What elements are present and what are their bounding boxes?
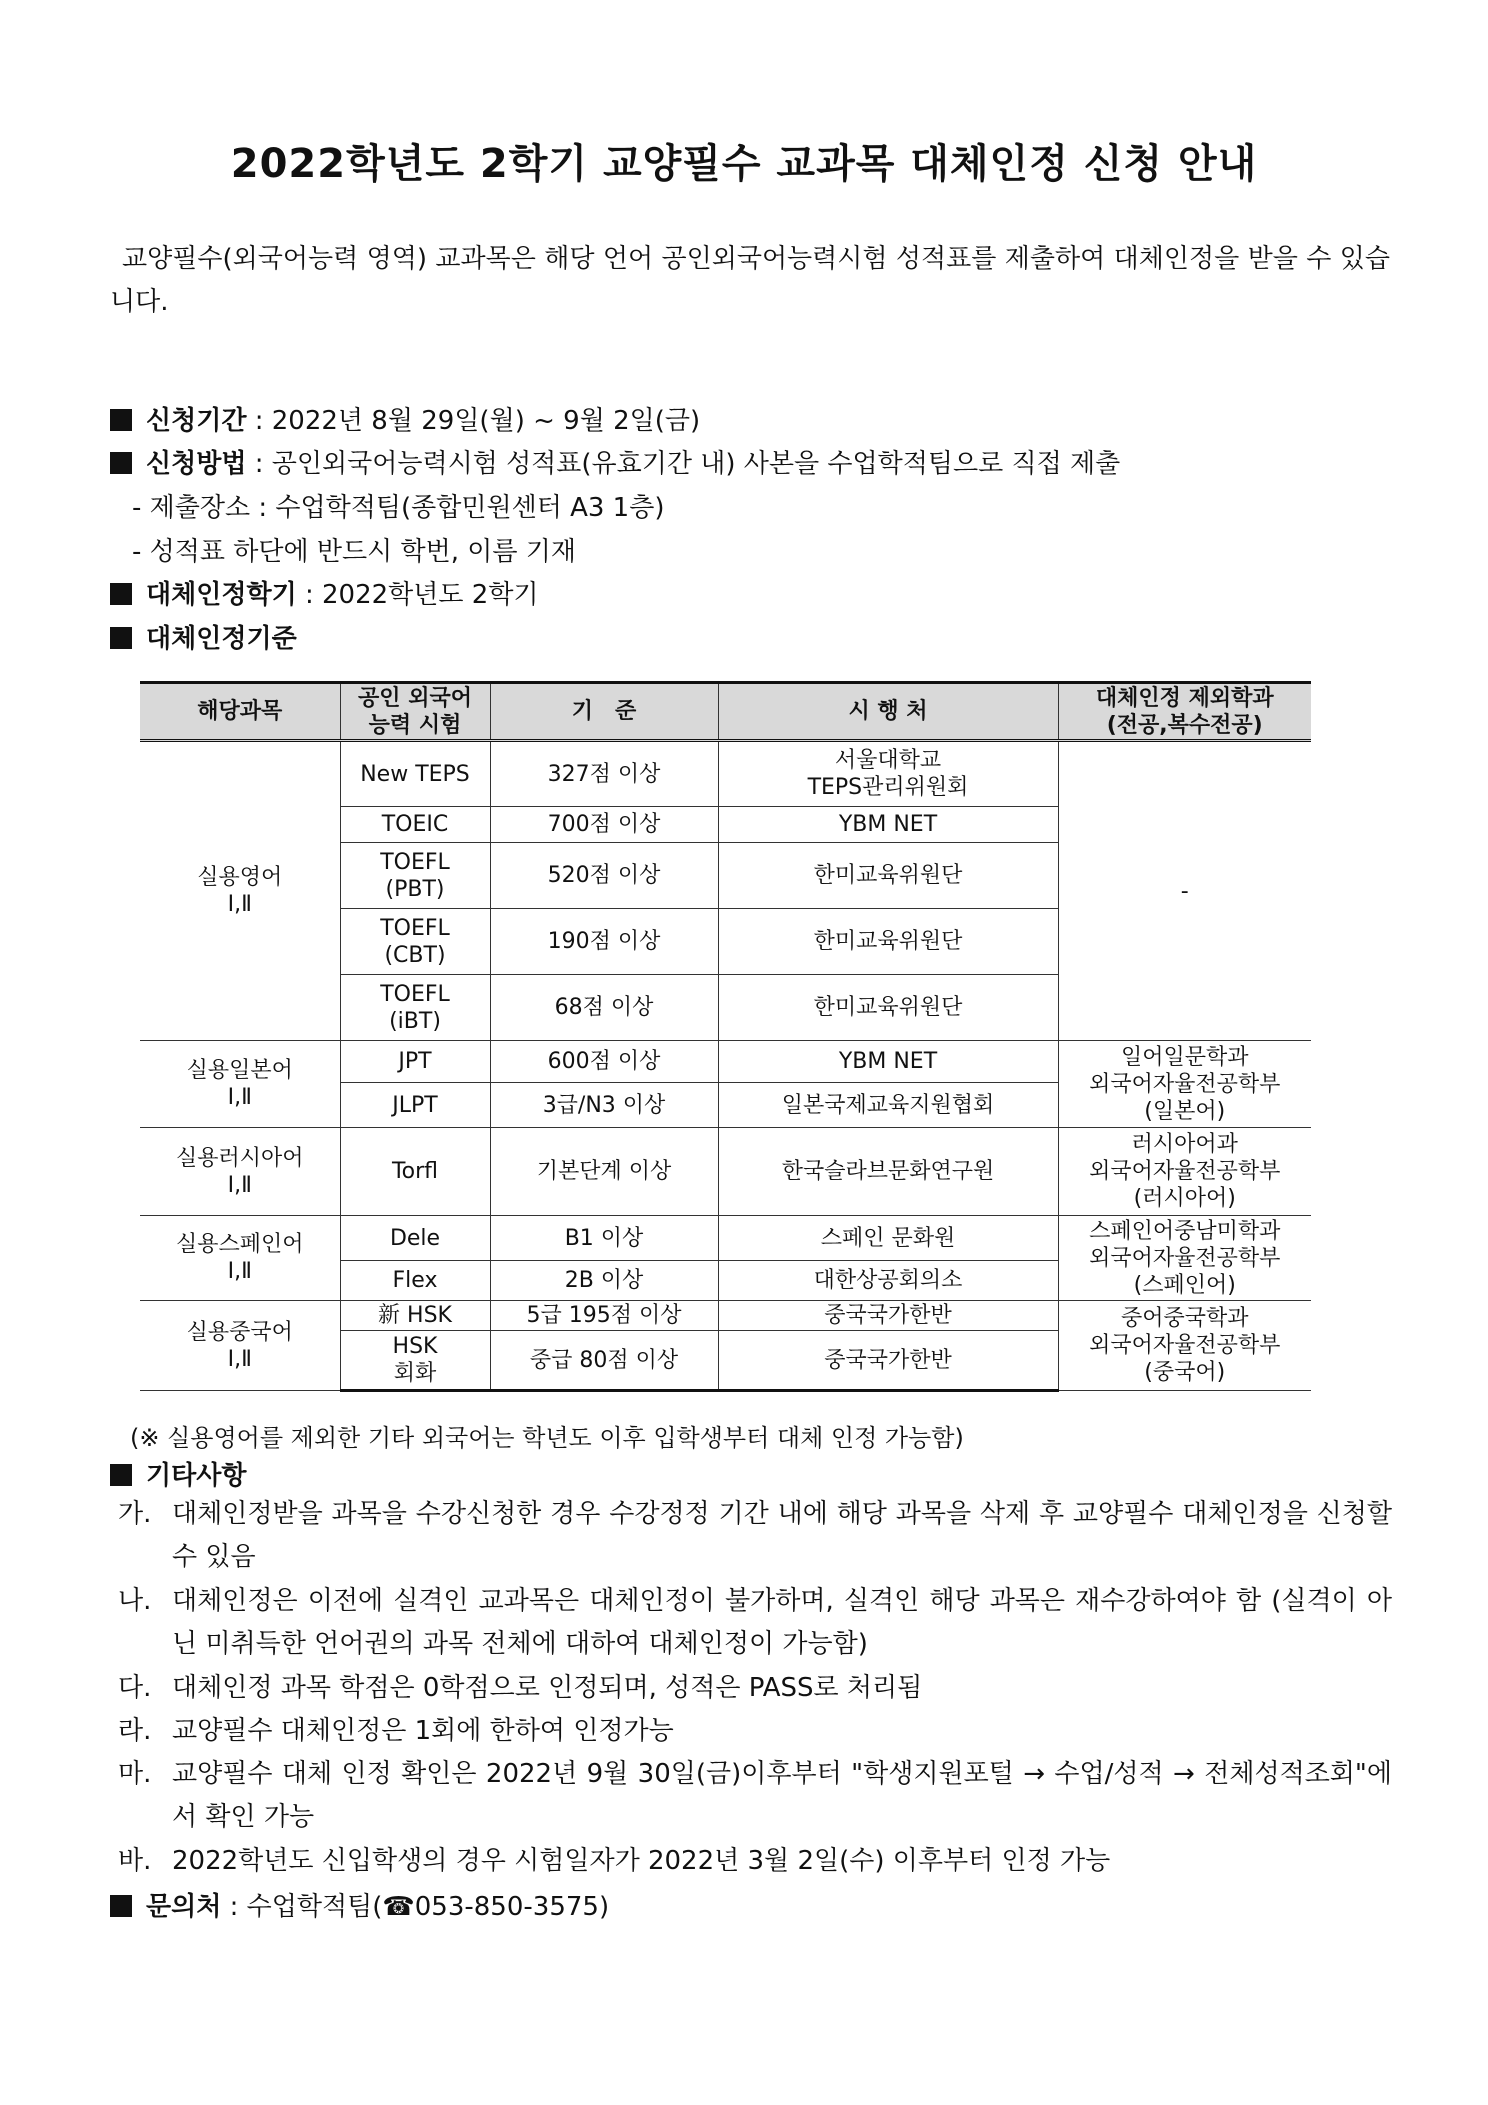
- org-cell: [718, 741, 1058, 807]
- exclude-cell: -: [1058, 741, 1311, 1041]
- subject-text: 실용중국어 Ⅰ,Ⅱ: [186, 1319, 293, 1372]
- subject-text: 실용러시아어 Ⅰ,Ⅱ: [175, 1145, 304, 1198]
- org-cell: 스페인 문화원: [718, 1216, 1058, 1261]
- list-item-text: 대체인정은 이전에 실격인 교과목은 대체인정이 불가하며, 실격인 해당 과목은 재수강하여야 함 (실격이 아닌 미취득한 언어권의 과목 전체에 대하여 대체인정이 가능함): [172, 1586, 1392, 1659]
- criterion-cell: 600점 이상: [490, 1041, 718, 1083]
- subject-text: 실용스페인어 Ⅰ,Ⅱ: [175, 1232, 304, 1284]
- etc-line: [110, 1455, 246, 1492]
- criterion-cell: B1 이상: [490, 1216, 718, 1261]
- test-cell: Dele: [340, 1216, 490, 1261]
- exclude-cell: [1058, 1216, 1311, 1301]
- exclude-cell: [1058, 1128, 1311, 1216]
- criterion-cell: 기본단계 이상: [490, 1128, 718, 1216]
- method-sub-note: - 성적표 하단에 반드시 학번, 이름 기재: [132, 537, 576, 567]
- period-value: : 2022년 8월 29일(월) ~ 9월 2일(금): [246, 406, 701, 436]
- semester-label: 대체인정학기: [146, 580, 297, 610]
- test-cell: [340, 1331, 490, 1391]
- table-row: [140, 1128, 1311, 1216]
- subject-cell: [140, 1128, 340, 1216]
- list-item: [118, 1753, 1392, 1839]
- exclude-text: 스페인어중남미학과 외국어자율전공학부 (스페인어): [1089, 1218, 1281, 1298]
- criterion-cell: 520점 이상: [490, 843, 718, 909]
- org-cell: 한미교육위원단: [718, 909, 1058, 975]
- semester-line: [110, 574, 539, 611]
- org-cell: 중국국가한반: [718, 1331, 1058, 1391]
- test-cell: Torfl: [340, 1128, 490, 1216]
- contact-label: 문의처: [146, 1892, 222, 1922]
- criteria-line: [110, 618, 297, 655]
- test-cell: Flex: [340, 1261, 490, 1301]
- contact-line: [110, 1886, 609, 1923]
- square-bullet-icon: [110, 627, 132, 649]
- exclude-cell: [1058, 1301, 1311, 1391]
- square-bullet-icon: [110, 452, 132, 474]
- square-bullet-icon: [110, 409, 132, 431]
- period-label: 신청기간: [146, 406, 247, 436]
- exclude-text: 러시아어과 외국어자율전공학부 (러시아어): [1089, 1132, 1281, 1211]
- list-item-mark: 바.: [118, 1846, 152, 1876]
- header-exclude-text: 대체인정 제외학과 (전공,복수전공): [1095, 685, 1274, 738]
- list-item: [118, 1710, 1392, 1753]
- square-bullet-icon: [110, 1464, 132, 1486]
- subject-cell: [140, 1216, 340, 1301]
- test-cell: [340, 843, 490, 909]
- intro-paragraph: 교양필수(외국어능력 영역) 교과목은 해당 언어 공인외국어능력시험 성적표를 제출하여 대체인정을 받을 수 있습니다.: [110, 244, 1390, 317]
- list-item-text: 대체인정받을 과목을 수강신청한 경우 수강정정 기간 내에 해당 과목을 삭제 후 교양필수 대체인정을 신청할 수 있음: [172, 1499, 1392, 1572]
- subject-cell: [140, 741, 340, 1041]
- subject-text: 실용영어 Ⅰ,Ⅱ: [197, 865, 283, 917]
- header-test-text: 공인 외국어 능력 시험: [358, 685, 472, 738]
- criterion-cell: 5급 195점 이상: [490, 1301, 718, 1331]
- header-subject: 해당과목: [140, 683, 340, 741]
- list-item-mark: 다.: [118, 1673, 152, 1703]
- exclude-text: 중어중국학과 외국어자율전공학부 (중국어): [1089, 1306, 1281, 1385]
- page-title: 2022학년도 2학기 교양필수 교과목 대체인정 신청 안내: [230, 141, 1258, 187]
- table-note: (※ 실용영어를 제외한 기타 외국어는 학년도 이후 입학생부터 대체 인정 가능함): [130, 1424, 964, 1452]
- list-item: [118, 1493, 1392, 1579]
- test-text: TOEFL (CBT): [380, 915, 450, 968]
- method-line: [110, 443, 1120, 480]
- test-text: TOEFL (PBT): [380, 849, 450, 902]
- org-cell: 대한상공회의소: [718, 1261, 1058, 1301]
- list-item: [118, 1840, 1392, 1883]
- list-item-text: 2022학년도 신입학생의 경우 시험일자가 2022년 3월 2일(수) 이후부터 인정 가능: [172, 1846, 1111, 1876]
- test-cell: TOEIC: [340, 807, 490, 843]
- org-text: 서울대학교 TEPS관리위원회: [807, 748, 969, 800]
- exclude-cell: [1058, 1041, 1311, 1128]
- criteria-label: 대체인정기준: [146, 624, 297, 654]
- list-item-mark: 라.: [118, 1716, 152, 1746]
- org-cell: YBM NET: [718, 807, 1058, 843]
- list-item-text: 대체인정 과목 학점은 0학점으로 인정되며, 성적은 PASS로 처리됨: [172, 1673, 923, 1703]
- method-label: 신청방법: [146, 449, 247, 479]
- criterion-cell: 3급/N3 이상: [490, 1083, 718, 1128]
- method-sub-location: - 제출장소 : 수업학적팀(종합민원센터 A3 1층): [132, 493, 665, 523]
- square-bullet-icon: [110, 583, 132, 605]
- list-item-text: 교양필수 대체인정은 1회에 한하여 인정가능: [172, 1716, 674, 1746]
- list-item: [118, 1580, 1392, 1666]
- org-cell: 한미교육위원단: [718, 975, 1058, 1041]
- test-cell: JLPT: [340, 1083, 490, 1128]
- org-cell: 한국슬라브문화연구원: [718, 1128, 1058, 1216]
- test-cell: 新 HSK: [340, 1301, 490, 1331]
- org-cell: 일본국제교육지원협회: [718, 1083, 1058, 1128]
- test-cell: [340, 975, 490, 1041]
- list-item-mark: 나.: [118, 1586, 152, 1616]
- test-cell: [340, 909, 490, 975]
- criteria-table: [140, 681, 1311, 1392]
- table-header-row: [140, 683, 1311, 741]
- list-item: [118, 1667, 1392, 1710]
- org-cell: 한미교육위원단: [718, 843, 1058, 909]
- list-item-mark: 마.: [118, 1759, 152, 1789]
- table-row: [140, 1216, 1311, 1261]
- etc-label: 기타사항: [146, 1461, 247, 1491]
- subject-cell: [140, 1041, 340, 1128]
- exclude-text: 일어일문학과 외국어자율전공학부 (일본어): [1089, 1044, 1281, 1124]
- table-row: [140, 741, 1311, 807]
- test-text: TOEFL (iBT): [380, 981, 450, 1034]
- criterion-cell: 중급 80점 이상: [490, 1331, 718, 1391]
- criterion-cell: 327점 이상: [490, 741, 718, 807]
- list-item-mark: 가.: [118, 1499, 152, 1529]
- test-cell: JPT: [340, 1041, 490, 1083]
- period-line: [110, 400, 700, 437]
- criterion-cell: 700점 이상: [490, 807, 718, 843]
- criterion-cell: 2B 이상: [490, 1261, 718, 1301]
- subject-cell: [140, 1301, 340, 1391]
- square-bullet-icon: [110, 1895, 132, 1917]
- table-row: [140, 1301, 1311, 1331]
- subject-text: 실용일본어 Ⅰ,Ⅱ: [186, 1058, 293, 1110]
- test-text: HSK 회화: [392, 1334, 438, 1386]
- header-test: [340, 683, 490, 741]
- org-cell: 중국국가한반: [718, 1301, 1058, 1331]
- table-row: [140, 1041, 1311, 1083]
- org-cell: YBM NET: [718, 1041, 1058, 1083]
- semester-value: : 2022학년도 2학기: [296, 580, 539, 610]
- criterion-cell: 190점 이상: [490, 909, 718, 975]
- header-exclude: [1058, 683, 1311, 741]
- criterion-cell: 68점 이상: [490, 975, 718, 1041]
- header-org: 시 행 처: [718, 683, 1058, 741]
- contact-value: : 수업학적팀(☎053-850-3575): [221, 1892, 610, 1922]
- test-cell: New TEPS: [340, 741, 490, 807]
- criteria-table-wrapper: [140, 681, 1311, 1392]
- list-item-text: 교양필수 대체 인정 확인은 2022년 9월 30일(금)이후부터 "학생지원포털 → 수업/성적 → 전체성적조회"에서 확인 가능: [172, 1759, 1392, 1832]
- method-value: : 공인외국어능력시험 성적표(유효기간 내) 사본을 수업학적팀으로 직접 제출: [246, 449, 1121, 479]
- header-criterion: 기 준: [490, 683, 718, 741]
